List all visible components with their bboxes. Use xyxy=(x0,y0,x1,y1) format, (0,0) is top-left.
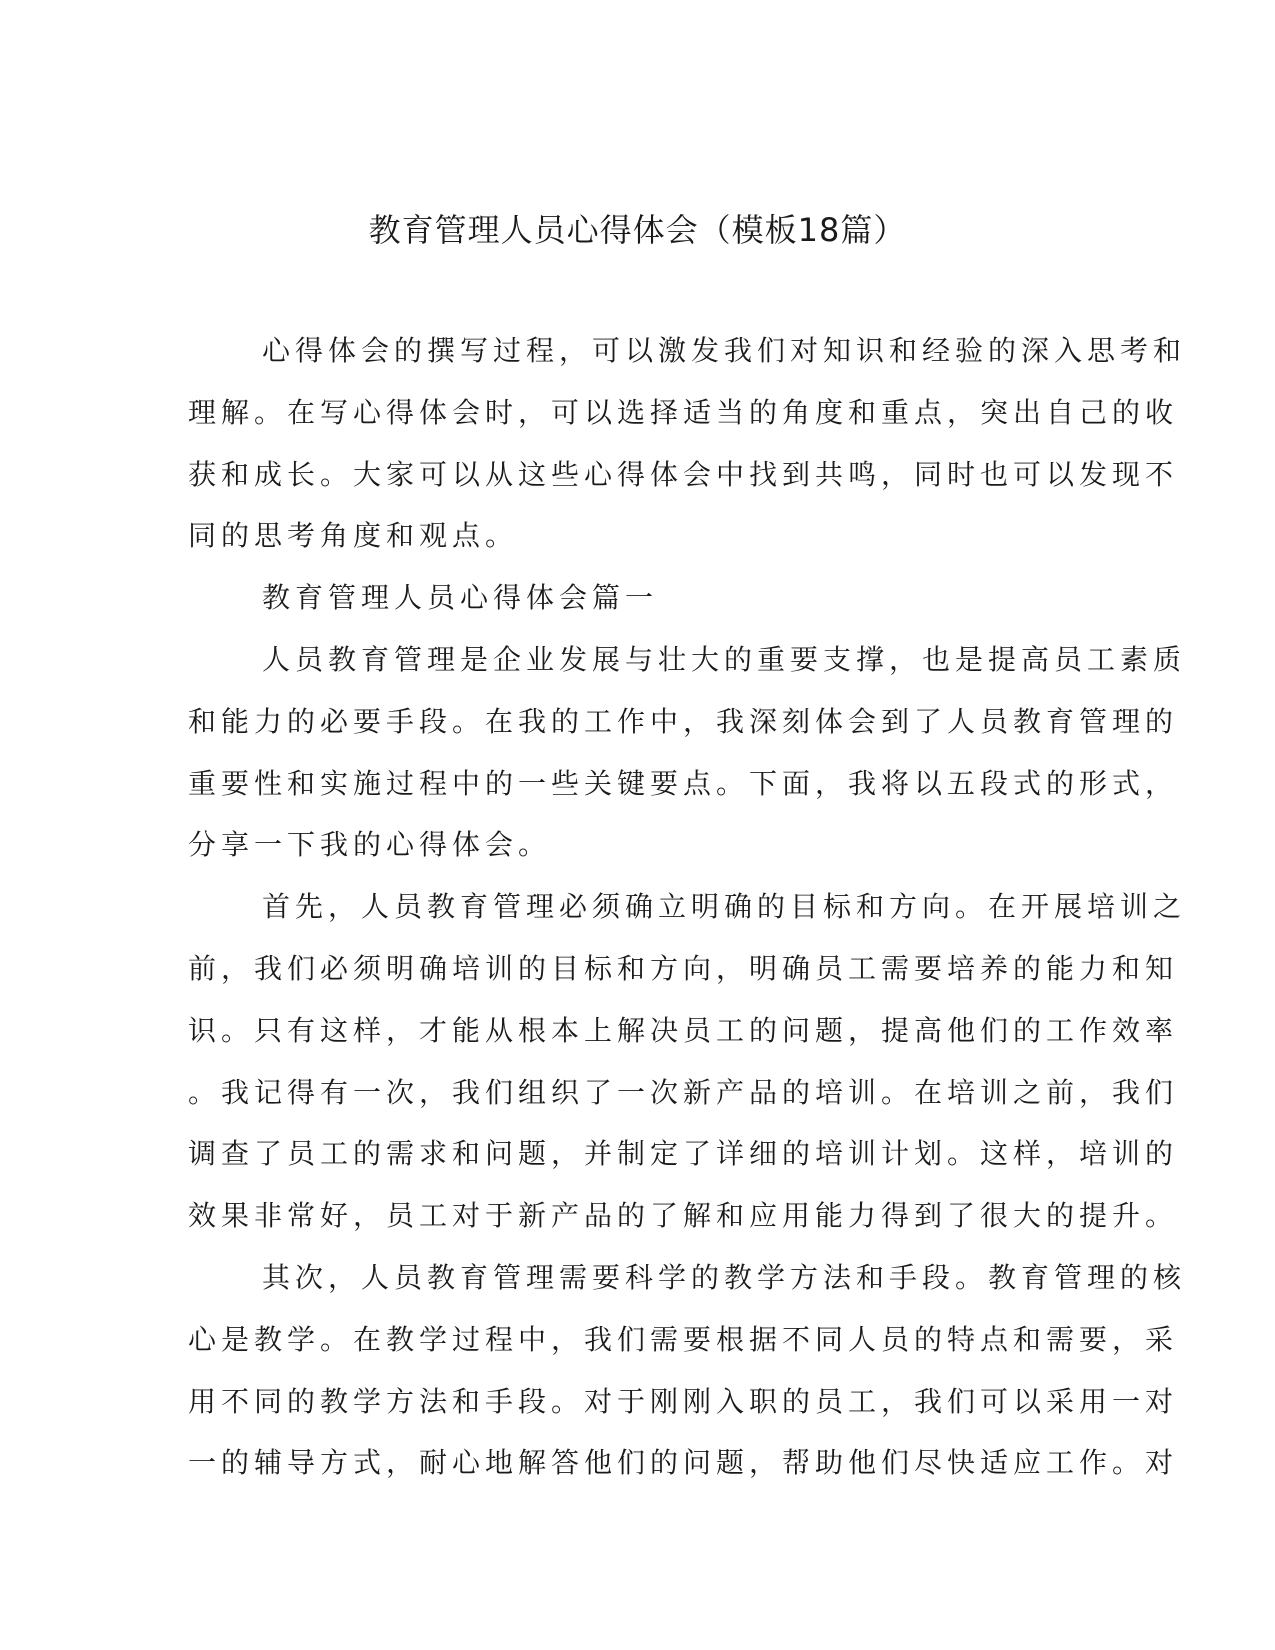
paragraph-line: 理解。在写心得体会时，可以选择适当的角度和重点，突出自己的收 xyxy=(188,395,1179,429)
paragraph-line: 首先，人员教育管理必须确立明确的目标和方向。在开展培训之 xyxy=(262,890,1187,924)
paragraph-line: 前，我们必须明确培训的目标和方向，明确员工需要培养的能力和知 xyxy=(188,951,1179,985)
document-title: 教育管理人员心得体会（模板18篇） xyxy=(368,211,907,249)
paragraph-line: 调查了员工的需求和问题，并制定了详细的培训计划。这样，培训的 xyxy=(188,1137,1179,1171)
paragraph-line: 人员教育管理是企业发展与壮大的重要支撑，也是提高员工素质 xyxy=(262,642,1187,676)
paragraph-line: 其次，人员教育管理需要科学的教学方法和手段。教育管理的核 xyxy=(262,1260,1187,1294)
paragraph-line: 识。只有这样，才能从根本上解决员工的问题，提高他们的工作效率 xyxy=(188,1013,1179,1047)
paragraph-line: 重要性和实施过程中的一些关键要点。下面，我将以五段式的形式， xyxy=(188,766,1179,800)
paragraph-line: 心是教学。在教学过程中，我们需要根据不同人员的特点和需要，采 xyxy=(188,1322,1179,1356)
paragraph-line: 同的思考角度和观点。 xyxy=(188,519,519,553)
paragraph-line: 心得体会的撰写过程，可以激发我们对知识和经验的深入思考和 xyxy=(262,334,1187,367)
paragraph-line: 。我记得有一次，我们组织了一次新产品的培训。在培训之前，我们 xyxy=(188,1075,1179,1109)
paragraph-line: 分享一下我的心得体会。 xyxy=(188,828,552,862)
paragraph-line: 获和成长。大家可以从这些心得体会中找到共鸣，同时也可以发现不 xyxy=(188,457,1179,491)
section-heading: 教育管理人员心得体会篇一 xyxy=(262,581,659,615)
paragraph-line: 用不同的教学方法和手段。对于刚刚入职的员工，我们可以采用一对 xyxy=(188,1384,1179,1418)
paragraph-line: 一的辅导方式，耐心地解答他们的问题，帮助他们尽快适应工作。对 xyxy=(188,1446,1179,1480)
paragraph-line: 和能力的必要手段。在我的工作中，我深刻体会到了人员教育管理的 xyxy=(188,704,1179,738)
document-body xyxy=(188,320,1187,1494)
paragraph-line: 效果非常好，员工对于新产品的了解和应用能力得到了很大的提升。 xyxy=(188,1199,1179,1233)
